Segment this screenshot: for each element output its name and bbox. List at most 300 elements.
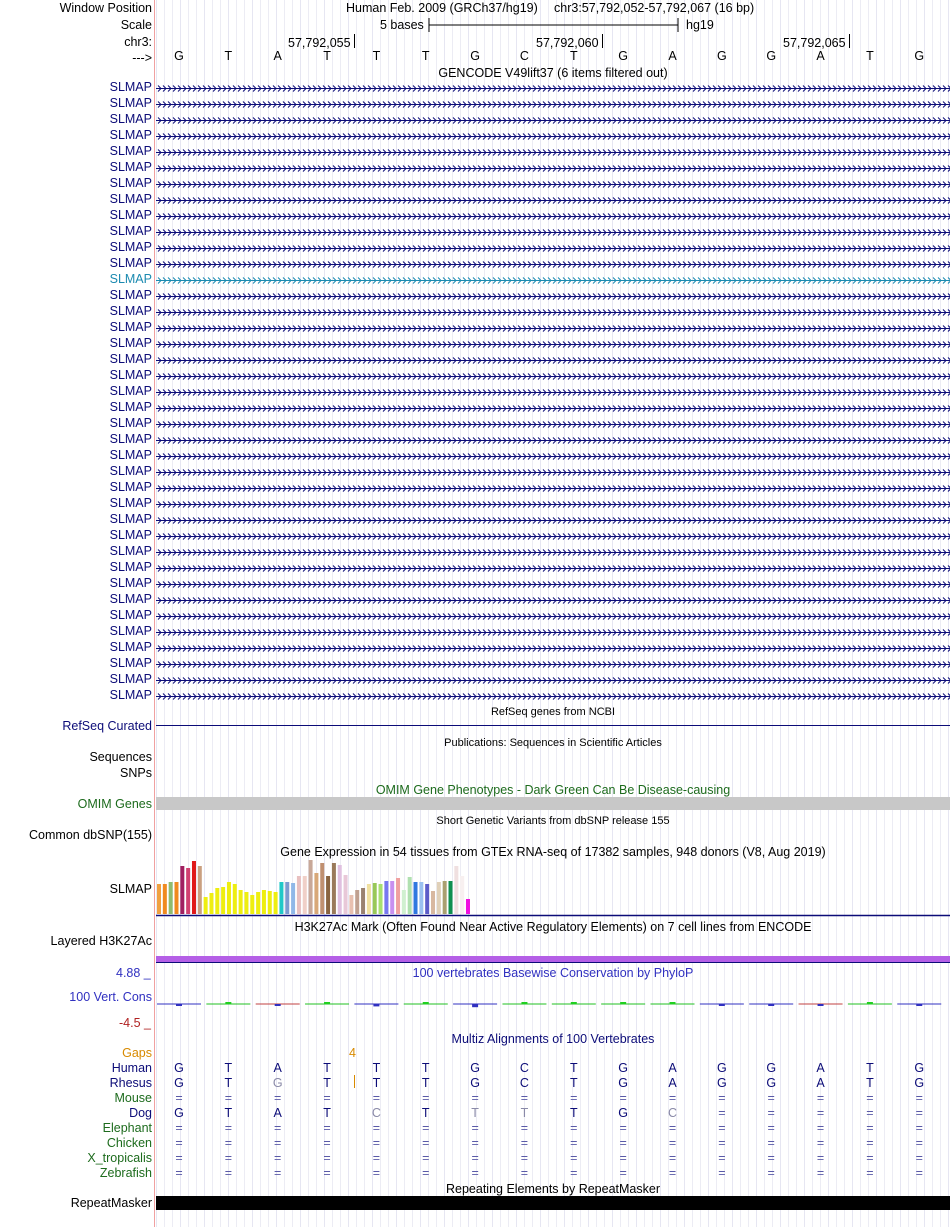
label-divider	[154, 0, 155, 1227]
gencode-transcript-label[interactable]: SLMAP	[109, 672, 152, 686]
multiz-aligned-base: A	[816, 1061, 825, 1075]
gencode-transcript-feature[interactable]	[156, 288, 950, 304]
phylop-ymax: 4.88 _	[116, 966, 151, 980]
gencode-transcript-feature[interactable]	[156, 400, 950, 416]
gencode-transcript-label[interactable]: SLMAP	[109, 352, 152, 366]
multiz-gap-count: 4	[349, 1046, 356, 1060]
multiz-aligned-base: =	[323, 1121, 331, 1135]
multiz-aligned-base: T	[471, 1106, 479, 1120]
gtex-tissue-bar[interactable]	[291, 883, 295, 914]
gtex-tissue-bar[interactable]	[460, 876, 464, 914]
reference-base: T	[569, 49, 578, 63]
multiz-aligned-base: =	[718, 1166, 726, 1180]
multiz-aligned-base: =	[915, 1151, 923, 1165]
multiz-species-label[interactable]: X_tropicalis	[87, 1151, 152, 1165]
gtex-tissue-bar[interactable]	[437, 882, 441, 914]
refseq-feature-line[interactable]	[156, 725, 950, 726]
multiz-aligned-base: T	[323, 1076, 331, 1090]
gencode-transcript-label[interactable]: SLMAP	[109, 368, 152, 382]
gtex-tissue-bar[interactable]	[314, 873, 318, 914]
multiz-species-label[interactable]: Mouse	[114, 1091, 152, 1105]
phylop-score-mark[interactable]	[423, 1002, 429, 1004]
multiz-aligned-base: =	[767, 1136, 775, 1150]
gtex-tissue-bar[interactable]	[279, 882, 283, 914]
repeatmasker-feature[interactable]	[156, 1196, 950, 1210]
multiz-aligned-base: =	[767, 1151, 775, 1165]
multiz-aligned-base: =	[372, 1091, 381, 1105]
gencode-transcript-feature[interactable]	[156, 560, 950, 576]
gencode-transcript-label[interactable]: SLMAP	[109, 96, 152, 110]
gtex-tissue-bar[interactable]	[361, 888, 365, 914]
multiz-aligned-base: =	[767, 1166, 775, 1180]
gtex-tissue-bar[interactable]	[204, 897, 208, 914]
gencode-transcript-label[interactable]: SLMAP	[109, 656, 152, 670]
gtex-tissue-bar[interactable]	[186, 868, 190, 914]
gtex-tissue-bar[interactable]	[244, 892, 248, 914]
multiz-aligned-base: G	[174, 1061, 184, 1075]
gencode-transcript-feature[interactable]	[156, 192, 950, 208]
gtex-track-label[interactable]: SLMAP	[109, 882, 152, 896]
gencode-transcript-label[interactable]: SLMAP	[109, 80, 152, 94]
phylop-score-mark[interactable]	[620, 1002, 626, 1004]
gencode-transcript-feature[interactable]	[156, 656, 950, 672]
repeatmasker-track-title[interactable]: Repeating Elements by RepeatMasker	[445, 1182, 660, 1196]
gencode-transcript-label[interactable]: SLMAP	[109, 304, 152, 318]
phylop-score-mark[interactable]	[176, 1004, 182, 1006]
gtex-tissue-bar[interactable]	[262, 890, 266, 914]
gtex-tissue-bar[interactable]	[466, 899, 470, 914]
gtex-tissue-bar[interactable]	[449, 881, 453, 914]
multiz-aligned-base: =	[175, 1121, 183, 1135]
multiz-aligned-base: =	[323, 1091, 331, 1105]
gencode-transcript-feature[interactable]	[156, 256, 950, 272]
gencode-transcript-label[interactable]: SLMAP	[109, 224, 152, 238]
multiz-aligned-base: =	[718, 1136, 726, 1150]
multiz-aligned-base: =	[718, 1121, 726, 1135]
dbsnp-track-label[interactable]: Common dbSNP(155)	[29, 828, 152, 842]
multiz-aligned-base: T	[569, 1076, 578, 1090]
gencode-transcript-feature[interactable]	[156, 144, 950, 160]
phylop-score-mark[interactable]	[916, 1004, 922, 1006]
phylop-score-mark[interactable]	[521, 1002, 527, 1004]
gencode-transcript-label[interactable]: SLMAP	[109, 592, 152, 606]
multiz-aligned-base: C	[519, 1061, 529, 1075]
reference-base: T	[866, 49, 874, 63]
multiz-aligned-base: T	[224, 1061, 233, 1075]
multiz-aligned-base: =	[816, 1151, 825, 1165]
phylop-score-mark[interactable]	[867, 1002, 873, 1004]
multiz-aligned-base: =	[422, 1136, 430, 1150]
multiz-species-label[interactable]: Zebrafish	[99, 1166, 152, 1180]
publications-track-title[interactable]: Publications: Sequences in Scientific Articles	[444, 737, 662, 749]
coord-tick	[354, 34, 355, 48]
coord-tick-label: 57,792,060	[536, 36, 599, 50]
gencode-transcript-feature[interactable]	[156, 512, 950, 528]
gencode-transcript-feature[interactable]	[156, 672, 950, 688]
multiz-aligned-base: =	[570, 1121, 578, 1135]
multiz-aligned-base: =	[668, 1091, 677, 1105]
scale-text: 5 bases	[380, 18, 424, 32]
multiz-aligned-base: =	[175, 1166, 183, 1180]
multiz-aligned-base: =	[520, 1166, 529, 1180]
gtex-tissue-bar[interactable]	[209, 893, 213, 914]
gencode-transcript-feature[interactable]	[156, 352, 950, 368]
gtex-expression-chart[interactable]	[156, 860, 950, 918]
gencode-transcript-feature[interactable]	[156, 688, 950, 704]
multiz-aligned-base: =	[866, 1136, 874, 1150]
multiz-aligned-base: =	[372, 1151, 381, 1165]
gencode-transcript-feature[interactable]	[156, 128, 950, 144]
gtex-tissue-bar[interactable]	[419, 882, 423, 914]
phylop-score-mark[interactable]	[225, 1002, 231, 1004]
gtex-tissue-bar[interactable]	[396, 878, 400, 914]
phylop-score-mark[interactable]	[324, 1002, 330, 1004]
gencode-transcript-label[interactable]: SLMAP	[109, 432, 152, 446]
gencode-transcript-label[interactable]: SLMAP	[109, 160, 152, 174]
gencode-transcript-label[interactable]: SLMAP	[109, 528, 152, 542]
multiz-aligned-base: =	[816, 1106, 825, 1120]
phylop-score-mark[interactable]	[719, 1004, 725, 1006]
multiz-aligned-base: =	[866, 1091, 874, 1105]
multiz-aligned-base: =	[274, 1121, 282, 1135]
dbsnp-track-title[interactable]: Short Genetic Variants from dbSNP release 155	[436, 815, 670, 827]
gencode-transcript-label[interactable]: SLMAP	[109, 400, 152, 414]
gencode-transcript-feature[interactable]	[156, 304, 950, 320]
multiz-aligned-base: =	[619, 1166, 627, 1180]
phylop-score-mark[interactable]	[670, 1002, 676, 1004]
gencode-transcript-label[interactable]: SLMAP	[109, 480, 152, 494]
refseq-track-label[interactable]: RefSeq Curated	[62, 719, 152, 733]
gencode-transcript-label[interactable]: SLMAP	[109, 320, 152, 334]
gencode-transcript-feature[interactable]	[156, 176, 950, 192]
gencode-transcript-feature[interactable]	[156, 336, 950, 352]
multiz-aligned-base: T	[372, 1061, 381, 1075]
multiz-aligned-base: =	[274, 1136, 282, 1150]
gencode-transcript-feature[interactable]	[156, 272, 950, 288]
multiz-aligned-base: =	[915, 1091, 923, 1105]
reference-base: C	[519, 49, 529, 63]
gencode-transcript-label[interactable]: SLMAP	[109, 640, 152, 654]
gencode-transcript-label[interactable]: SLMAP	[109, 336, 152, 350]
gencode-transcript-label[interactable]: SLMAP	[109, 176, 152, 190]
chrom-label: chr3:	[124, 35, 152, 49]
gencode-transcript-feature[interactable]	[156, 640, 950, 656]
gencode-transcript-label[interactable]: SLMAP	[109, 608, 152, 622]
gencode-transcript-label[interactable]: SLMAP	[109, 272, 152, 286]
multiz-aligned-base: =	[175, 1136, 183, 1150]
gencode-transcript-label[interactable]: SLMAP	[109, 512, 152, 526]
multiz-aligned-base: =	[520, 1151, 529, 1165]
gencode-transcript-feature[interactable]	[156, 96, 950, 112]
publications-sequences-label[interactable]: Sequences	[89, 750, 152, 764]
gencode-transcript-label[interactable]: SLMAP	[109, 464, 152, 478]
multiz-aligned-base: =	[866, 1121, 874, 1135]
multiz-aligned-base: G	[716, 1061, 727, 1075]
multiz-aligned-base: =	[619, 1091, 627, 1105]
gtex-tissue-bar[interactable]	[192, 861, 196, 914]
multiz-species-label[interactable]: Elephant	[102, 1121, 152, 1135]
gencode-transcript-feature[interactable]	[156, 432, 950, 448]
multiz-aligned-base: T	[224, 1076, 233, 1090]
gtex-tissue-bar[interactable]	[239, 890, 243, 914]
publications-snps-label[interactable]: SNPs	[120, 766, 152, 780]
multiz-aligned-base: =	[570, 1151, 578, 1165]
phylop-track-label[interactable]: 100 Vert. Cons	[69, 990, 152, 1004]
gtex-tissue-bar[interactable]	[303, 876, 307, 914]
multiz-aligned-base: =	[866, 1151, 874, 1165]
multiz-aligned-base: =	[668, 1166, 677, 1180]
multiz-aligned-base: =	[224, 1121, 232, 1135]
gtex-tissue-bar[interactable]	[379, 884, 383, 914]
multiz-aligned-base: =	[224, 1166, 232, 1180]
multiz-aligned-base: =	[274, 1151, 282, 1165]
multiz-aligned-base: =	[520, 1136, 529, 1150]
gtex-tissue-bar[interactable]	[227, 882, 231, 914]
gencode-transcript-label[interactable]: SLMAP	[109, 128, 152, 142]
multiz-aligned-base: =	[570, 1136, 578, 1150]
gencode-transcript-label[interactable]: SLMAP	[109, 256, 152, 270]
omim-track-title[interactable]: OMIM Gene Phenotypes - Dark Green Can Be Disease-causing	[375, 783, 731, 797]
gtex-tissue-bar[interactable]	[454, 866, 458, 914]
multiz-aligned-base: C	[519, 1076, 529, 1090]
reference-base: G	[716, 49, 727, 63]
refseq-track-title[interactable]: RefSeq genes from NCBI	[490, 706, 616, 718]
multiz-aligned-base: C	[371, 1106, 381, 1120]
multiz-track-title[interactable]: Multiz Alignments of 100 Vertebrates	[451, 1032, 655, 1046]
multiz-aligned-base: =	[372, 1166, 381, 1180]
multiz-aligned-base: =	[422, 1151, 430, 1165]
multiz-aligned-base: G	[914, 1061, 925, 1075]
gencode-transcript-label[interactable]: SLMAP	[109, 240, 152, 254]
gtex-tissue-bar[interactable]	[163, 884, 167, 914]
multiz-aligned-base: =	[224, 1136, 232, 1150]
multiz-aligned-base: =	[915, 1121, 923, 1135]
window-position-label: Window Position	[59, 1, 152, 15]
gtex-tissue-bar[interactable]	[174, 882, 178, 914]
multiz-aligned-base: G	[914, 1076, 925, 1090]
multiz-aligned-base: T	[866, 1076, 874, 1090]
phylop-score-mark[interactable]	[472, 1004, 478, 1007]
multiz-species-label[interactable]: Dog	[129, 1106, 152, 1120]
gtex-tissue-bar[interactable]	[431, 891, 435, 914]
gencode-transcript-label[interactable]: SLMAP	[109, 208, 152, 222]
gtex-tissue-bar[interactable]	[349, 895, 353, 914]
gtex-tissue-bar[interactable]	[320, 863, 324, 914]
gencode-transcript-feature[interactable]	[156, 608, 950, 624]
gtex-tissue-bar[interactable]	[402, 890, 406, 914]
multiz-aligned-base: =	[816, 1166, 825, 1180]
gtex-tissue-bar[interactable]	[425, 884, 429, 914]
gencode-transcript-label[interactable]: SLMAP	[109, 384, 152, 398]
gencode-transcript-feature[interactable]	[156, 480, 950, 496]
gtex-tissue-bar[interactable]	[215, 888, 219, 914]
strand-label: --->	[132, 51, 152, 65]
gtex-tissue-bar[interactable]	[390, 881, 394, 914]
multiz-aligned-base: =	[323, 1136, 331, 1150]
coord-tick	[849, 34, 850, 48]
gencode-transcript-feature[interactable]	[156, 384, 950, 400]
gtex-tissue-bar[interactable]	[256, 892, 260, 914]
repeatmasker-track-label[interactable]: RepeatMasker	[70, 1196, 152, 1210]
multiz-aligned-base: =	[471, 1151, 479, 1165]
multiz-aligned-base: T	[421, 1061, 430, 1075]
multiz-aligned-base: =	[767, 1091, 775, 1105]
gencode-transcript-feature[interactable]	[156, 496, 950, 512]
gtex-tissue-bar[interactable]	[373, 883, 377, 914]
gencode-transcript-feature[interactable]	[156, 320, 950, 336]
gtex-tissue-bar[interactable]	[250, 895, 254, 914]
h3k27ac-track-title[interactable]: H3K27Ac Mark (Often Found Near Active Regulatory Elements) on 7 cell lines from ENCODE	[294, 920, 812, 934]
multiz-aligned-base: G	[470, 1076, 480, 1090]
multiz-aligned-base: T	[569, 1061, 578, 1075]
reference-base: G	[618, 49, 628, 63]
gencode-transcript-feature[interactable]	[156, 224, 950, 240]
gencode-transcript-feature[interactable]	[156, 240, 950, 256]
multiz-aligned-base: =	[816, 1091, 825, 1105]
phylop-score-mark[interactable]	[818, 1004, 824, 1006]
phylop-score-mark[interactable]	[571, 1002, 577, 1004]
multiz-aligned-base: T	[323, 1106, 331, 1120]
multiz-aligned-base: T	[866, 1061, 874, 1075]
gencode-transcript-feature[interactable]	[156, 528, 950, 544]
multiz-species-label[interactable]: Chicken	[106, 1136, 152, 1150]
gencode-transcript-feature[interactable]	[156, 416, 950, 432]
gtex-tissue-bar[interactable]	[367, 884, 371, 914]
gtex-tissue-bar[interactable]	[285, 882, 289, 914]
coord-tick-label: 57,792,055	[288, 36, 351, 50]
gtex-track-title[interactable]: Gene Expression in 54 tissues from GTEx RNA-seq of 17382 samples, 948 donors (V8, Aug 2019)	[280, 845, 826, 859]
gencode-transcript-feature[interactable]	[156, 368, 950, 384]
omim-gene-feature[interactable]	[156, 797, 950, 810]
gencode-transcript-feature[interactable]	[156, 208, 950, 224]
gencode-transcript-label[interactable]: SLMAP	[109, 624, 152, 638]
gencode-transcript-label[interactable]: SLMAP	[109, 576, 152, 590]
phylop-track-title[interactable]: 100 vertebrates Basewise Conservation by PhyloP	[412, 966, 694, 980]
reference-base: G	[914, 49, 925, 63]
gencode-transcript-label[interactable]: SLMAP	[109, 144, 152, 158]
gtex-tissue-bar[interactable]	[233, 884, 237, 914]
gencode-track-title[interactable]: GENCODE V49lift37 (6 items filtered out)	[438, 66, 668, 80]
multiz-aligned-base: G	[716, 1076, 727, 1090]
multiz-aligned-base: =	[718, 1091, 726, 1105]
gencode-transcript-label[interactable]: SLMAP	[109, 688, 152, 702]
gtex-tissue-bar[interactable]	[355, 890, 359, 914]
multiz-aligned-base: =	[471, 1166, 479, 1180]
gencode-transcript-label[interactable]: SLMAP	[109, 448, 152, 462]
multiz-aligned-base: T	[323, 1061, 331, 1075]
multiz-aligned-base: =	[619, 1151, 627, 1165]
multiz-aligned-base: A	[668, 1061, 677, 1075]
multiz-aligned-base: =	[718, 1151, 726, 1165]
multiz-aligned-base: =	[224, 1091, 232, 1105]
gtex-tissue-bar[interactable]	[384, 881, 388, 914]
phylop-conservation-plot[interactable]	[156, 982, 950, 1026]
gtex-tissue-bar[interactable]	[268, 891, 272, 914]
gtex-tissue-bar[interactable]	[414, 882, 418, 914]
gencode-transcript-feature[interactable]	[156, 80, 950, 96]
gtex-tissue-bar[interactable]	[338, 865, 342, 914]
multiz-aligned-base: =	[520, 1121, 529, 1135]
multiz-aligned-base: G	[470, 1061, 480, 1075]
coord-tick	[602, 34, 603, 48]
multiz-aligned-base: A	[273, 1106, 282, 1120]
gtex-tissue-bar[interactable]	[169, 882, 173, 914]
gencode-transcript-feature[interactable]	[156, 592, 950, 608]
reference-base: T	[323, 49, 331, 63]
multiz-aligned-base: =	[866, 1166, 874, 1180]
multiz-aligned-base: =	[372, 1136, 381, 1150]
h3k27ac-baseline	[156, 962, 950, 963]
gencode-transcript-label[interactable]: SLMAP	[109, 288, 152, 302]
multiz-aligned-base: =	[915, 1166, 923, 1180]
gencode-transcript-feature[interactable]	[156, 624, 950, 640]
gencode-transcript-feature[interactable]	[156, 576, 950, 592]
multiz-aligned-base: =	[668, 1151, 677, 1165]
multiz-aligned-base: =	[224, 1151, 232, 1165]
gencode-transcript-label[interactable]: SLMAP	[109, 560, 152, 574]
gtex-tissue-bar[interactable]	[180, 866, 184, 914]
multiz-aligned-base: =	[422, 1091, 430, 1105]
gtex-tissue-bar[interactable]	[198, 866, 202, 914]
gtex-tissue-bar[interactable]	[344, 875, 348, 914]
gtex-tissue-bar[interactable]	[326, 876, 330, 914]
gencode-transcript-feature[interactable]	[156, 160, 950, 176]
multiz-aligned-base: =	[718, 1106, 726, 1120]
multiz-aligned-base: =	[422, 1166, 430, 1180]
multiz-species-label[interactable]: Rhesus	[109, 1076, 152, 1090]
multiz-aligned-base: =	[471, 1136, 479, 1150]
multiz-aligned-base: A	[668, 1076, 677, 1090]
reference-base: A	[668, 49, 677, 63]
gtex-tissue-bar[interactable]	[332, 863, 336, 914]
multiz-aligned-base: =	[619, 1121, 627, 1135]
gtex-tissue-bar[interactable]	[297, 876, 301, 914]
gencode-transcript-feature[interactable]	[156, 448, 950, 464]
phylop-ymin: -4.5 _	[119, 1016, 151, 1030]
multiz-aligned-base: =	[668, 1136, 677, 1150]
multiz-aligned-base: =	[323, 1166, 331, 1180]
phylop-score-mark[interactable]	[275, 1004, 281, 1006]
scale-db: hg19	[686, 18, 714, 32]
gtex-tissue-bar[interactable]	[274, 892, 278, 914]
gencode-transcript-feature[interactable]	[156, 464, 950, 480]
gencode-transcript-feature[interactable]	[156, 112, 950, 128]
multiz-species-label[interactable]: Human	[111, 1061, 152, 1075]
multiz-aligned-base: =	[471, 1091, 479, 1105]
gtex-tissue-bar[interactable]	[443, 881, 447, 914]
gtex-tissue-bar[interactable]	[221, 887, 225, 914]
gencode-transcript-label[interactable]: SLMAP	[109, 112, 152, 126]
multiz-aligned-base: =	[816, 1136, 825, 1150]
gencode-transcript-label[interactable]: SLMAP	[109, 496, 152, 510]
gencode-transcript-label[interactable]: SLMAP	[109, 192, 152, 206]
gtex-tissue-bar[interactable]	[309, 860, 313, 914]
phylop-score-mark[interactable]	[768, 1004, 774, 1006]
h3k27ac-track-label[interactable]: Layered H3K27Ac	[50, 934, 152, 948]
multiz-aligned-base: T	[421, 1106, 430, 1120]
gencode-transcript-label[interactable]: SLMAP	[109, 544, 152, 558]
multiz-aligned-base: =	[570, 1166, 578, 1180]
gencode-transcript-label[interactable]: SLMAP	[109, 416, 152, 430]
omim-track-label[interactable]: OMIM Genes	[77, 797, 152, 811]
multiz-aligned-base: =	[619, 1136, 627, 1150]
gtex-tissue-bar[interactable]	[157, 884, 161, 914]
multiz-aligned-base: =	[915, 1136, 923, 1150]
phylop-score-mark[interactable]	[373, 1004, 379, 1006]
gencode-transcript-feature[interactable]	[156, 544, 950, 560]
multiz-aligned-base: =	[274, 1166, 282, 1180]
gtex-tissue-bar[interactable]	[408, 877, 412, 914]
